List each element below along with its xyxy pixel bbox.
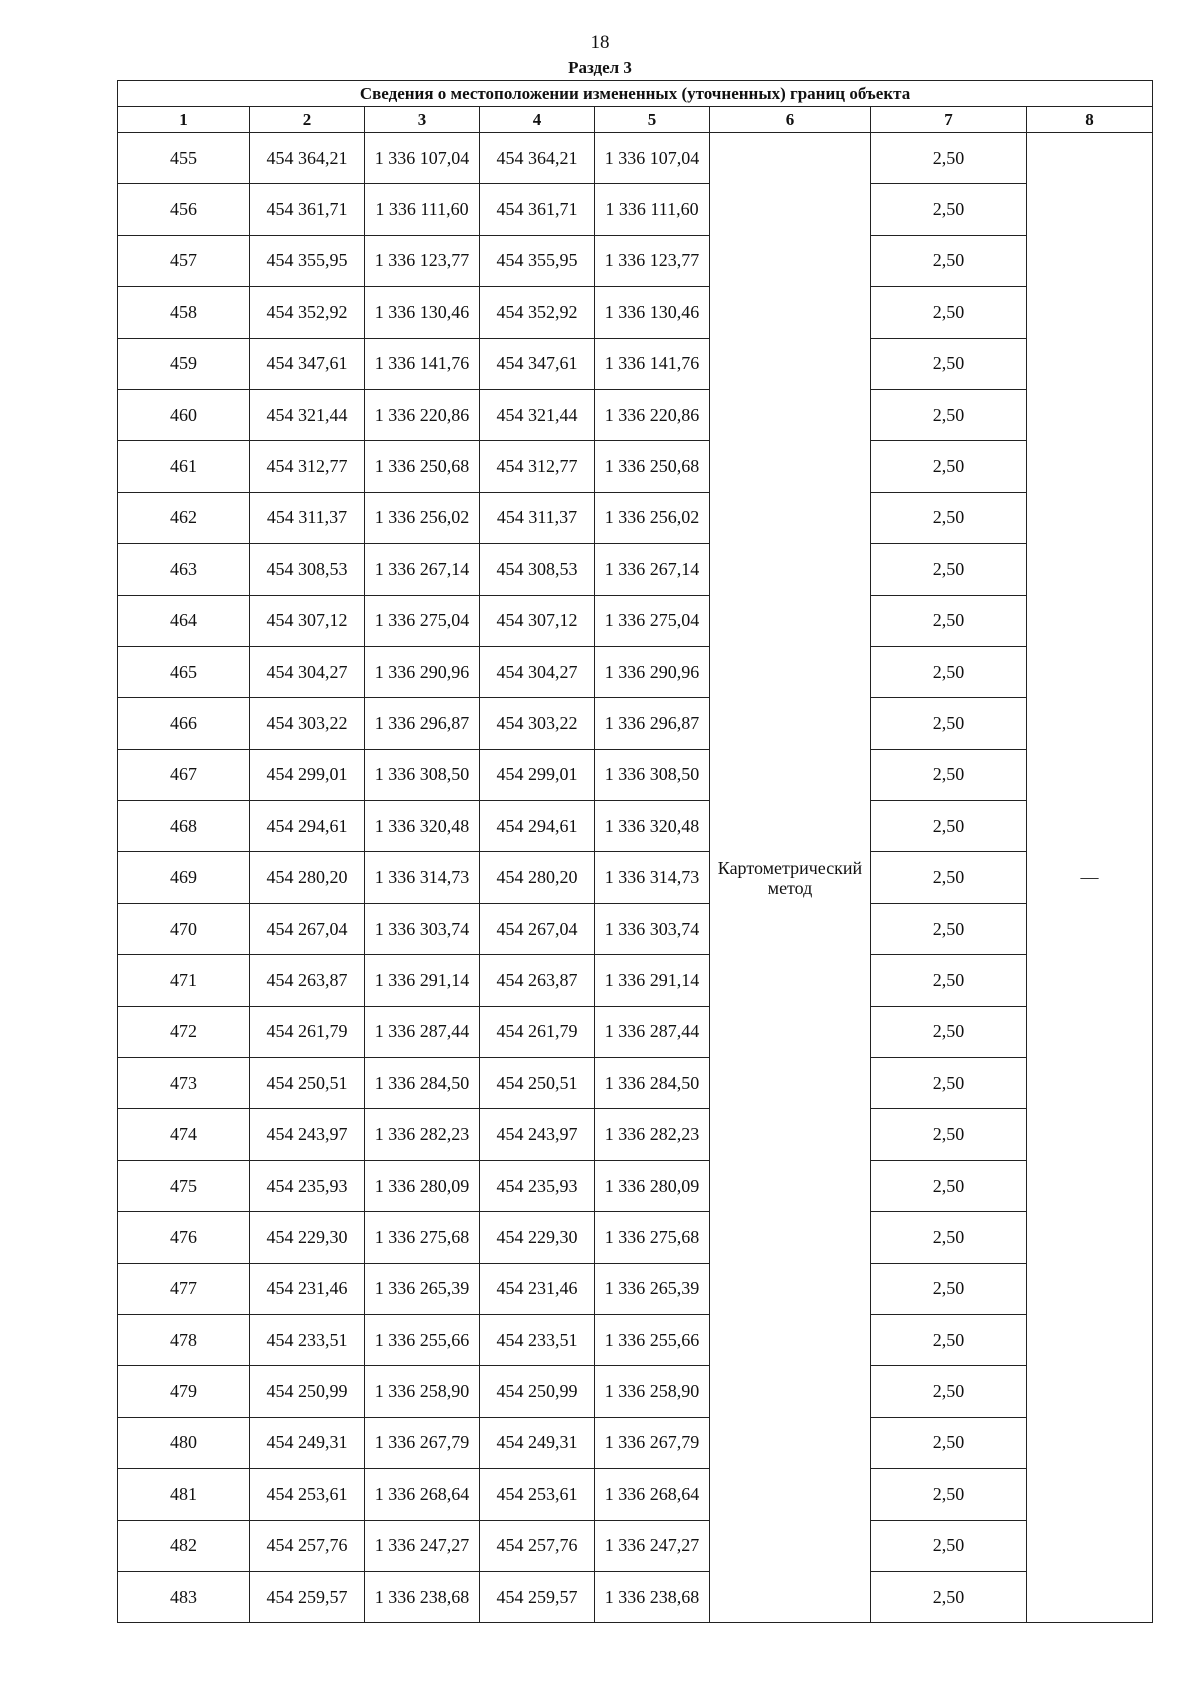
column-number-3: 3 [365, 107, 480, 133]
point-number-cell: 459 [118, 338, 250, 389]
table-body [118, 133, 1153, 1623]
x-coordinate-old-cell: 454 267,04 [250, 903, 365, 954]
table-row [118, 1160, 1153, 1211]
x-coordinate-old-cell: 454 233,51 [250, 1314, 365, 1365]
x-coordinate-old-cell: 454 312,77 [250, 441, 365, 492]
precision-cell: 2,50 [871, 1469, 1027, 1520]
column-number-6: 6 [710, 107, 871, 133]
precision-cell: 2,50 [871, 338, 1027, 389]
y-coordinate-new-cell: 1 336 303,74 [595, 903, 710, 954]
point-number-cell: 468 [118, 801, 250, 852]
precision-cell: 2,50 [871, 544, 1027, 595]
x-coordinate-new-cell: 454 263,87 [480, 955, 595, 1006]
y-coordinate-new-cell: 1 336 290,96 [595, 646, 710, 697]
table-row [118, 852, 1153, 903]
x-coordinate-new-cell: 454 259,57 [480, 1571, 595, 1622]
table-row [118, 1058, 1153, 1109]
table-row [118, 1263, 1153, 1314]
x-coordinate-old-cell: 454 364,21 [250, 133, 365, 184]
x-coordinate-old-cell: 454 308,53 [250, 544, 365, 595]
x-coordinate-new-cell: 454 233,51 [480, 1314, 595, 1365]
x-coordinate-old-cell: 454 294,61 [250, 801, 365, 852]
x-coordinate-new-cell: 454 280,20 [480, 852, 595, 903]
x-coordinate-new-cell: 454 253,61 [480, 1469, 595, 1520]
y-coordinate-new-cell: 1 336 265,39 [595, 1263, 710, 1314]
y-coordinate-old-cell: 1 336 284,50 [365, 1058, 480, 1109]
y-coordinate-old-cell: 1 336 220,86 [365, 389, 480, 440]
y-coordinate-new-cell: 1 336 258,90 [595, 1366, 710, 1417]
precision-cell: 2,50 [871, 133, 1027, 184]
x-coordinate-new-cell: 454 311,37 [480, 492, 595, 543]
y-coordinate-old-cell: 1 336 123,77 [365, 235, 480, 286]
x-coordinate-old-cell: 454 261,79 [250, 1006, 365, 1057]
x-coordinate-new-cell: 454 312,77 [480, 441, 595, 492]
y-coordinate-old-cell: 1 336 141,76 [365, 338, 480, 389]
y-coordinate-new-cell: 1 336 267,79 [595, 1417, 710, 1468]
x-coordinate-old-cell: 454 304,27 [250, 646, 365, 697]
y-coordinate-old-cell: 1 336 320,48 [365, 801, 480, 852]
x-coordinate-old-cell: 454 253,61 [250, 1469, 365, 1520]
x-coordinate-old-cell: 454 231,46 [250, 1263, 365, 1314]
y-coordinate-new-cell: 1 336 130,46 [595, 287, 710, 338]
page-number: 18 [590, 32, 610, 53]
y-coordinate-new-cell: 1 336 291,14 [595, 955, 710, 1006]
point-number-cell: 474 [118, 1109, 250, 1160]
y-coordinate-old-cell: 1 336 296,87 [365, 698, 480, 749]
column-number-2: 2 [250, 107, 365, 133]
precision-cell: 2,50 [871, 1212, 1027, 1263]
x-coordinate-new-cell: 454 307,12 [480, 595, 595, 646]
table-row [118, 1520, 1153, 1571]
table-row [118, 441, 1153, 492]
x-coordinate-new-cell: 454 364,21 [480, 133, 595, 184]
x-coordinate-new-cell: 454 355,95 [480, 235, 595, 286]
point-number-cell: 482 [118, 1520, 250, 1571]
x-coordinate-new-cell: 454 231,46 [480, 1263, 595, 1314]
x-coordinate-new-cell: 454 229,30 [480, 1212, 595, 1263]
x-coordinate-new-cell: 454 361,71 [480, 184, 595, 235]
table-row [118, 389, 1153, 440]
precision-cell: 2,50 [871, 492, 1027, 543]
column-number-4: 4 [480, 107, 595, 133]
y-coordinate-new-cell: 1 336 267,14 [595, 544, 710, 595]
y-coordinate-new-cell: 1 336 320,48 [595, 801, 710, 852]
point-number-cell: 456 [118, 184, 250, 235]
y-coordinate-old-cell: 1 336 290,96 [365, 646, 480, 697]
y-coordinate-old-cell: 1 336 250,68 [365, 441, 480, 492]
y-coordinate-old-cell: 1 336 247,27 [365, 1520, 480, 1571]
precision-cell: 2,50 [871, 852, 1027, 903]
point-number-cell: 462 [118, 492, 250, 543]
precision-cell: 2,50 [871, 698, 1027, 749]
x-coordinate-old-cell: 454 311,37 [250, 492, 365, 543]
precision-cell: 2,50 [871, 389, 1027, 440]
y-coordinate-new-cell: 1 336 123,77 [595, 235, 710, 286]
table-row [118, 1109, 1153, 1160]
precision-cell: 2,50 [871, 749, 1027, 800]
x-coordinate-new-cell: 454 261,79 [480, 1006, 595, 1057]
y-coordinate-new-cell: 1 336 107,04 [595, 133, 710, 184]
precision-cell: 2,50 [871, 1417, 1027, 1468]
table-row [118, 338, 1153, 389]
point-number-cell: 476 [118, 1212, 250, 1263]
point-number-cell: 457 [118, 235, 250, 286]
x-coordinate-new-cell: 454 235,93 [480, 1160, 595, 1211]
y-coordinate-old-cell: 1 336 314,73 [365, 852, 480, 903]
precision-cell: 2,50 [871, 1571, 1027, 1622]
precision-cell: 2,50 [871, 1109, 1027, 1160]
y-coordinate-old-cell: 1 336 282,23 [365, 1109, 480, 1160]
column-number-7: 7 [871, 107, 1027, 133]
point-number-cell: 477 [118, 1263, 250, 1314]
x-coordinate-old-cell: 454 257,76 [250, 1520, 365, 1571]
table-row [118, 492, 1153, 543]
section-title: Раздел 3 [568, 58, 632, 77]
table-row [118, 801, 1153, 852]
x-coordinate-new-cell: 454 352,92 [480, 287, 595, 338]
point-number-cell: 473 [118, 1058, 250, 1109]
y-coordinate-new-cell: 1 336 255,66 [595, 1314, 710, 1365]
x-coordinate-new-cell: 454 257,76 [480, 1520, 595, 1571]
x-coordinate-old-cell: 454 263,87 [250, 955, 365, 1006]
column-number-8: 8 [1027, 107, 1153, 133]
precision-cell: 2,50 [871, 646, 1027, 697]
point-number-cell: 472 [118, 1006, 250, 1057]
point-number-cell: 475 [118, 1160, 250, 1211]
table-row [118, 184, 1153, 235]
x-coordinate-old-cell: 454 235,93 [250, 1160, 365, 1211]
y-coordinate-new-cell: 1 336 247,27 [595, 1520, 710, 1571]
y-coordinate-old-cell: 1 336 275,04 [365, 595, 480, 646]
x-coordinate-old-cell: 454 321,44 [250, 389, 365, 440]
point-number-cell: 466 [118, 698, 250, 749]
y-coordinate-old-cell: 1 336 258,90 [365, 1366, 480, 1417]
coordinates-table [117, 80, 1153, 1623]
x-coordinate-new-cell: 454 294,61 [480, 801, 595, 852]
point-number-cell: 460 [118, 389, 250, 440]
precision-cell: 2,50 [871, 595, 1027, 646]
note-cell: — [1027, 133, 1153, 1623]
precision-cell: 2,50 [871, 441, 1027, 492]
table-row [118, 1417, 1153, 1468]
y-coordinate-new-cell: 1 336 308,50 [595, 749, 710, 800]
table-row [118, 698, 1153, 749]
table-row [118, 646, 1153, 697]
y-coordinate-old-cell: 1 336 265,39 [365, 1263, 480, 1314]
point-number-cell: 470 [118, 903, 250, 954]
x-coordinate-new-cell: 454 267,04 [480, 903, 595, 954]
precision-cell: 2,50 [871, 1058, 1027, 1109]
table-row [118, 287, 1153, 338]
x-coordinate-old-cell: 454 250,51 [250, 1058, 365, 1109]
x-coordinate-old-cell: 454 250,99 [250, 1366, 365, 1417]
x-coordinate-new-cell: 454 250,51 [480, 1058, 595, 1109]
y-coordinate-old-cell: 1 336 256,02 [365, 492, 480, 543]
table-row [118, 1006, 1153, 1057]
y-coordinate-new-cell: 1 336 250,68 [595, 441, 710, 492]
precision-cell: 2,50 [871, 184, 1027, 235]
table-row [118, 595, 1153, 646]
point-number-cell: 469 [118, 852, 250, 903]
y-coordinate-old-cell: 1 336 303,74 [365, 903, 480, 954]
table-row [118, 1571, 1153, 1622]
y-coordinate-new-cell: 1 336 284,50 [595, 1058, 710, 1109]
precision-cell: 2,50 [871, 1314, 1027, 1365]
y-coordinate-new-cell: 1 336 220,86 [595, 389, 710, 440]
x-coordinate-new-cell: 454 243,97 [480, 1109, 595, 1160]
x-coordinate-new-cell: 454 303,22 [480, 698, 595, 749]
x-coordinate-new-cell: 454 321,44 [480, 389, 595, 440]
precision-cell: 2,50 [871, 1160, 1027, 1211]
x-coordinate-old-cell: 454 307,12 [250, 595, 365, 646]
table-row [118, 235, 1153, 286]
precision-cell: 2,50 [871, 287, 1027, 338]
point-number-cell: 481 [118, 1469, 250, 1520]
point-number-cell: 458 [118, 287, 250, 338]
y-coordinate-new-cell: 1 336 275,04 [595, 595, 710, 646]
x-coordinate-new-cell: 454 249,31 [480, 1417, 595, 1468]
y-coordinate-new-cell: 1 336 141,76 [595, 338, 710, 389]
table-row [118, 1366, 1153, 1417]
table-row [118, 1212, 1153, 1263]
method-cell: Картометрический метод [710, 133, 871, 1623]
point-number-cell: 483 [118, 1571, 250, 1622]
table-caption: Сведения о местоположении измененных (уточненных) границ объекта [118, 81, 1153, 107]
y-coordinate-old-cell: 1 336 107,04 [365, 133, 480, 184]
y-coordinate-old-cell: 1 336 308,50 [365, 749, 480, 800]
point-number-cell: 479 [118, 1366, 250, 1417]
point-number-cell: 480 [118, 1417, 250, 1468]
precision-cell: 2,50 [871, 955, 1027, 1006]
point-number-cell: 461 [118, 441, 250, 492]
point-number-cell: 455 [118, 133, 250, 184]
y-coordinate-old-cell: 1 336 111,60 [365, 184, 480, 235]
y-coordinate-new-cell: 1 336 111,60 [595, 184, 710, 235]
x-coordinate-old-cell: 454 243,97 [250, 1109, 365, 1160]
precision-cell: 2,50 [871, 1006, 1027, 1057]
x-coordinate-old-cell: 454 352,92 [250, 287, 365, 338]
y-coordinate-new-cell: 1 336 268,64 [595, 1469, 710, 1520]
y-coordinate-new-cell: 1 336 314,73 [595, 852, 710, 903]
y-coordinate-new-cell: 1 336 280,09 [595, 1160, 710, 1211]
y-coordinate-old-cell: 1 336 275,68 [365, 1212, 480, 1263]
point-number-cell: 464 [118, 595, 250, 646]
y-coordinate-old-cell: 1 336 267,14 [365, 544, 480, 595]
y-coordinate-new-cell: 1 336 287,44 [595, 1006, 710, 1057]
point-number-cell: 471 [118, 955, 250, 1006]
column-number-1: 1 [118, 107, 250, 133]
y-coordinate-old-cell: 1 336 268,64 [365, 1469, 480, 1520]
x-coordinate-old-cell: 454 259,57 [250, 1571, 365, 1622]
x-coordinate-old-cell: 454 347,61 [250, 338, 365, 389]
y-coordinate-old-cell: 1 336 130,46 [365, 287, 480, 338]
y-coordinate-new-cell: 1 336 282,23 [595, 1109, 710, 1160]
y-coordinate-old-cell: 1 336 280,09 [365, 1160, 480, 1211]
x-coordinate-old-cell: 454 355,95 [250, 235, 365, 286]
y-coordinate-new-cell: 1 336 256,02 [595, 492, 710, 543]
x-coordinate-new-cell: 454 304,27 [480, 646, 595, 697]
table-row [118, 749, 1153, 800]
precision-cell: 2,50 [871, 801, 1027, 852]
x-coordinate-old-cell: 454 229,30 [250, 1212, 365, 1263]
x-coordinate-new-cell: 454 250,99 [480, 1366, 595, 1417]
table-row [118, 903, 1153, 954]
precision-cell: 2,50 [871, 235, 1027, 286]
x-coordinate-old-cell: 454 249,31 [250, 1417, 365, 1468]
precision-cell: 2,50 [871, 1520, 1027, 1571]
precision-cell: 2,50 [871, 903, 1027, 954]
y-coordinate-new-cell: 1 336 238,68 [595, 1571, 710, 1622]
table-row [118, 544, 1153, 595]
x-coordinate-new-cell: 454 347,61 [480, 338, 595, 389]
x-coordinate-old-cell: 454 299,01 [250, 749, 365, 800]
y-coordinate-new-cell: 1 336 275,68 [595, 1212, 710, 1263]
y-coordinate-old-cell: 1 336 267,79 [365, 1417, 480, 1468]
x-coordinate-old-cell: 454 280,20 [250, 852, 365, 903]
y-coordinate-old-cell: 1 336 255,66 [365, 1314, 480, 1365]
column-number-5: 5 [595, 107, 710, 133]
y-coordinate-old-cell: 1 336 291,14 [365, 955, 480, 1006]
table-row [118, 1314, 1153, 1365]
x-coordinate-new-cell: 454 308,53 [480, 544, 595, 595]
x-coordinate-old-cell: 454 303,22 [250, 698, 365, 749]
point-number-cell: 478 [118, 1314, 250, 1365]
table-row [118, 955, 1153, 1006]
y-coordinate-new-cell: 1 336 296,87 [595, 698, 710, 749]
point-number-cell: 463 [118, 544, 250, 595]
precision-cell: 2,50 [871, 1263, 1027, 1314]
x-coordinate-old-cell: 454 361,71 [250, 184, 365, 235]
table-row [118, 133, 1153, 184]
table-row [118, 1469, 1153, 1520]
point-number-cell: 465 [118, 646, 250, 697]
x-coordinate-new-cell: 454 299,01 [480, 749, 595, 800]
precision-cell: 2,50 [871, 1366, 1027, 1417]
y-coordinate-old-cell: 1 336 238,68 [365, 1571, 480, 1622]
y-coordinate-old-cell: 1 336 287,44 [365, 1006, 480, 1057]
column-number-row [118, 107, 1153, 133]
point-number-cell: 467 [118, 749, 250, 800]
